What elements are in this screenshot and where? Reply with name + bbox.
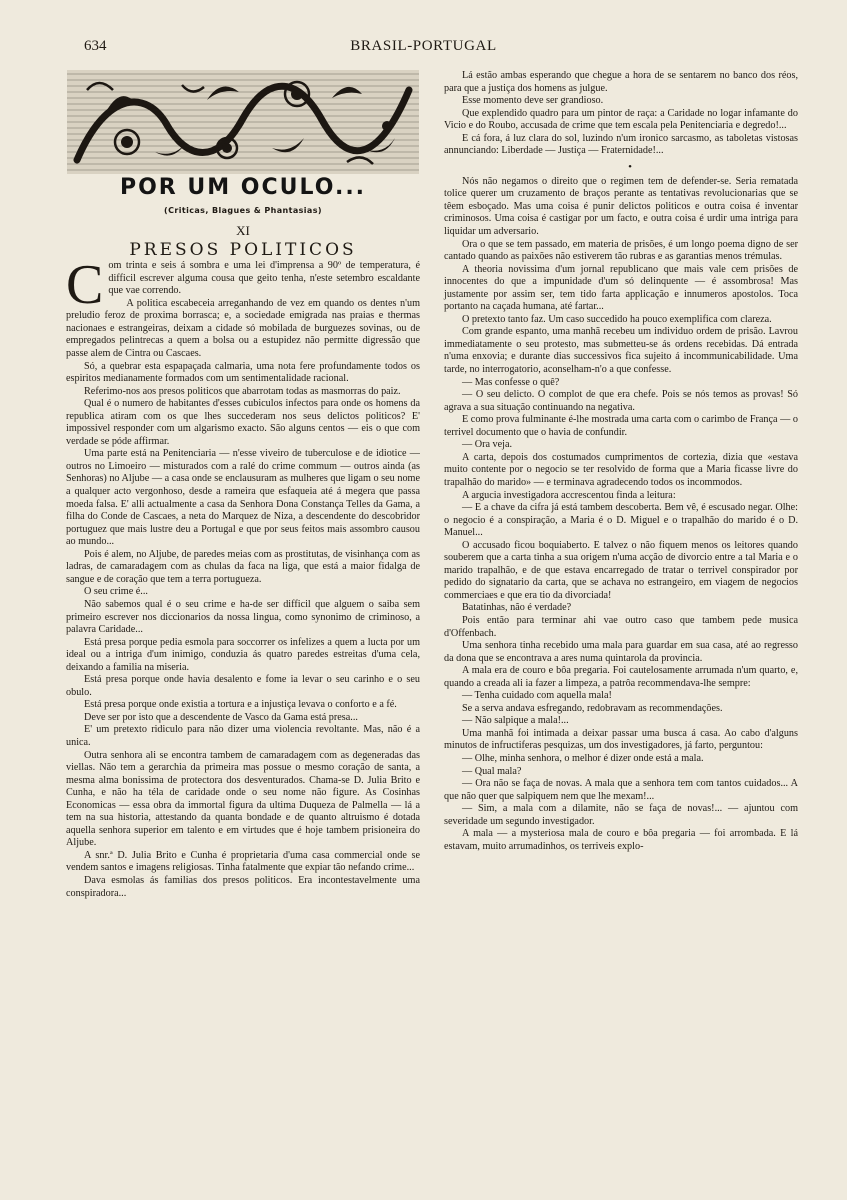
- paragraph: Outra senhora ali se encontra tambem de camaradagem com as degeneradas das viellas. Não tem a gerarchia da primeira mas possue o mesmo coração de santa, a mesma alma bonissima de protectora dos desventurados. Chama-se D. Julia Brito e Cunha, e não ha téla de caridade onde o seu nome não figure. As Cosinhas Economicas — essa obra da immortal figura da ultima Duqueza de Palmella — lá a tem na sua historia, attestando da quanta bondade e de quanto altruismo é dotada aquella senhora superior em talento e em virtudes que é hoje tambem prisioneira do Aljube.: [66, 749, 420, 849]
- paragraph: Não sabemos qual é o seu crime e ha-de ser difficil que alguem o saiba sem primeiro escrever nos diccionarios da nossa lingua, como synonimo de criminoso, a palavra Caridade...: [66, 598, 420, 636]
- paragraph: — Tenha cuidado com aquella mala!: [462, 690, 612, 702]
- paragraph: O pretexto tanto faz. Um caso succedido ha pouco exemplifica com clareza.: [462, 313, 772, 325]
- paragraph: Está presa porque pedia esmola para soccorrer os infelizes a quem a lucta por um ideal ou a intriga d'um inimigo, conduzia ás quatro paredes estreitas d'uma cela, deixando a familia na miseria.: [66, 636, 420, 673]
- paragraph: — Ora veja.: [462, 439, 513, 451]
- drop-cap: C: [66, 254, 104, 317]
- paragraph: Ora o que se tem passado, em materia de prisões, é um longo poema digno de ser cantado quando as paixões não estiverem tão rubras e as garantias menos trémulas.: [444, 238, 798, 263]
- paragraph: — Qual mala?: [462, 765, 522, 777]
- paragraph: A mala — a mysteriosa mala de couro e bôa pregaria — foi arrombada. E lá estavam, muito arrumadinhos, os terriveis explo-: [444, 828, 798, 852]
- paragraph: E como prova fulminante é-lhe mostrada uma carta com o carimbo de França — o terrivel documento que o havia de confundir.: [444, 414, 798, 438]
- page-number: 634: [84, 38, 107, 54]
- paragraph: Com grande espanto, uma manhã recebeu um individuo ordem de prisão. Lavrou immediatamente o seu protesto, mas submetteu-se ás ordens recebidas. Dá entrada n'uma enxovia; e durante dias successivos fica sujeito á incommunicabilidade. Uma tarde, no interrogatorio, aconselham-n'o a que confesse.: [444, 326, 798, 376]
- paragraph: Só, a quebrar esta espapaçada calmaria, uma nota fere profundamente todos os espiritos medianamente formados com um sentimentalidade racional.: [66, 360, 420, 385]
- opening-paragraph: [66, 254, 420, 317]
- decorative-header-ornament: [67, 70, 419, 174]
- paragraph: A carta, depois dos costumados cumprimentos de cortezia, dizia que «estava muito contente por o negocio se ter resolvido de forma que a Maria ficasse livre do trapalhão do marido» — e terminava agradecendo todos os incommodos.: [444, 451, 798, 488]
- left-column: [66, 70, 420, 900]
- paragraph: — Sim, a mala com a dilamite, não se faça de novas!... — ajuntou com severidade um segundo investigador.: [444, 803, 798, 827]
- paragraph: A mala era de couro e bôa pregaria. Foi cautelosamente arrumada n'um quarto, e, quando a creada ali ia fazer a limpeza, a patrôa recommendava-lhe sempre:: [444, 665, 798, 689]
- paragraph: — Olhe, minha senhora, o melhor é dizer onde está a mala.: [462, 752, 704, 764]
- paragraph: Que explendido quadro para um pintor de raça: a Caridade no logar infamante do Vicio e do Roubo, accusada de crime que tem escala pela Penitenciaria e degredo!...: [444, 107, 798, 132]
- article-title: POR UM OCULO...: [119, 175, 367, 200]
- paragraph: Deve ser por isto que a descendente de Vasco da Gama está presa...: [84, 711, 358, 723]
- paragraph: A politica escabeceia arreganhando de vez em quando os dentes n'um preludio feroz de proxima borrasca; e, a sociedade emigrada nas praias e thermas nacionaes e estrangeiras, deixam a cidade só mobilada de burguezes sovinas, ou de empregados pelintrecas a quem a bolsa ou a estupidez não permitte digressão que passe alem de Cintra ou Cascaes.: [66, 297, 420, 360]
- paragraph: O seu crime é...: [84, 586, 148, 598]
- paragraph: — Ora não se faça de novas. A mala que a senhora tem com tantos cuidados... A que não quer que salpiquem nem que lhe mexam!...: [444, 778, 798, 802]
- paragraph: Uma manhã foi intimada a deixar passar uma busca á casa. Ao cabo d'alguns minutos de infructiferas pesquizas, um dos investigadores, já farto, perguntou:: [444, 727, 798, 752]
- paragraph: Uma parte está na Penitenciaria — n'esse viveiro de tuberculose e de idiotice — outros no Limoeiro — misturados com a ralé do crime commum — outros ainda (as Senhoras) no Aljube — a casa onde se enclausuram as mulheres que ligam o seu nome a qualquer acto vergonhoso, desde a rameira que esfaqueia até á megera que passa moeda falsa. E' alli actualmente a casa da Senhora Dona Constança Telles da Gama, a filha do Conde de Cascaes, a neta do Marquez de Niza, a descendente do descobridor portuguez que mais lustre deu a Portugal e que por seus feitos mais assombro causou ao mundo...: [66, 448, 420, 548]
- section-title: PRESOS POLITICOS: [129, 239, 357, 260]
- article-subtitle: (Criticas, Blagues & Phantasias): [164, 205, 322, 215]
- paragraph: Pois é alem, no Aljube, de paredes meias com as prostitutas, de visinhança com as ladras, de camaradagem com as chulas da faca na liga, que está a maior fidalga de sangue e de coração que tem a terra portugueza.: [66, 548, 420, 585]
- opening-paragraph-text: om trinta e seis á sombra e uma lei d'imprensa a 90º de temperatura, é difficil escrever alguma cousa que geito tenha, n'este setembro escaldante que vae correndo.: [108, 260, 420, 297]
- paragraph: A snr.ª D. Julia Brito e Cunha é proprietaria d'uma casa commercial onde se vendem santos e imagens religiosas. Tinha fatalmente que expiar tão nefando crime...: [66, 849, 420, 874]
- section-separator: •: [628, 160, 632, 173]
- paragraph: Lá estão ambas esperando que chegue a hora de se sentarem no banco dos réos, para que a justiça dos homens as julgue.: [444, 70, 798, 94]
- paragraph: A theoria novissima d'um jornal republicano que mais vale cem prisões de innocentes do que a impunidade d'um só delinquente — é assombrosa! Mas justamente por assim ser, tem tido farta applicação e innumeros apostolos. Toca portanto na caçada humana, até fartar...: [444, 263, 798, 313]
- right-column-paragraphs: [444, 176, 798, 854]
- paragraph: Referimo-nos aos presos politicos que abarrotam todas as masmorras do paiz.: [84, 385, 401, 397]
- paragraph: Batatinhas, não é verdade?: [462, 602, 572, 614]
- running-title: BRASIL-PORTUGAL: [350, 38, 497, 54]
- paragraph: — Mas confesse o quê?: [462, 376, 560, 388]
- paragraph: Está presa porque onde existia a tortura e a injustiça levava o conforto e a fé.: [84, 699, 397, 711]
- paragraph: Está presa porque onde havia desalento e fome ia levar o seu carinho e o seu obulo.: [66, 674, 420, 698]
- right-column: [444, 70, 798, 853]
- paragraph: Nós não negamos o direito que o regimen tem de defender-se. Seria rematada tolice querer um cruzamento de braços perante as tentativas revolucionarias que se têem esboçado. Mas uma coisa é punir delictos politicos e outra coisa é inventar criminosos. Uma coisa é castigar por um facto, e outra coisa é urdir uma intriga para liquidar um adversario.: [444, 175, 798, 238]
- paragraph: Esse momento deve ser grandioso.: [462, 95, 604, 107]
- paragraph: Se a serva andava esfregando, redobravam as recommendações.: [462, 702, 723, 714]
- paragraph: O accusado ficou boquiaberto. E talvez o não fiquem menos os leitores quando souberem que a carta tinha a sua origem n'uma acção de divorcio entre a tal Maria e o marido trapalhão, e de que estava encarregado de tratar o terrivel conspirador por pedido do signatario da carta, que se achava no estrangeiro, em viagem de negocios commerciaes e que era tio da divorciada!: [444, 539, 798, 601]
- right-column-top-paragraphs: [444, 70, 798, 158]
- paragraph: E' um pretexto ridiculo para não dizer uma violencia revoltante. Mas, não é a unica.: [66, 724, 420, 748]
- article-number: XI: [236, 223, 250, 239]
- paragraph: Qual é o numero de habitantes d'esses cubiculos infectos para onde os homens da republica atiram com os que lhes succederam nos seus delictos politicos? E' impossivel responder com um algarismo exacto. São alguns centos — eis o que com verdade se póde affirmar.: [66, 398, 420, 447]
- paragraph: — O seu delicto. O complot de que era chefe. Pois se nós temos as provas! Só agrava a sua situação continuando na negativa.: [444, 389, 798, 413]
- paragraph: — E a chave da cifra já está tambem descoberta. Bem vê, é escusado negar. Olhe: o negocio é a conspiração, a Maria é o D. Miguel e o trapalhão do marido é o D. Manuel...: [444, 502, 798, 539]
- paragraph: Uma senhora tinha recebido uma mala para guardar em sua casa, até ao regresso da dona que se encontrava a ares numa quintarola da provincia.: [444, 640, 798, 664]
- paragraph: Pois então para terminar ahi vae outro caso que tambem pede musica d'Offenbach.: [444, 614, 798, 639]
- left-column-paragraphs: [66, 298, 420, 900]
- paragraph: E cá fora, á luz clara do sol, luzindo n'um ironico sarcasmo, as taboletas vistosas annunciando: Liberdade — Justiça — Fraternidade!...: [444, 132, 798, 157]
- paragraph: — Não salpique a mala!...: [462, 715, 569, 727]
- paragraph: A argucia investigadora accrescentou finda a leitura:: [462, 489, 676, 501]
- paragraph: Dava esmolas ás familias dos presos politicos. Era incontestavelmente uma conspiradora...: [66, 874, 420, 899]
